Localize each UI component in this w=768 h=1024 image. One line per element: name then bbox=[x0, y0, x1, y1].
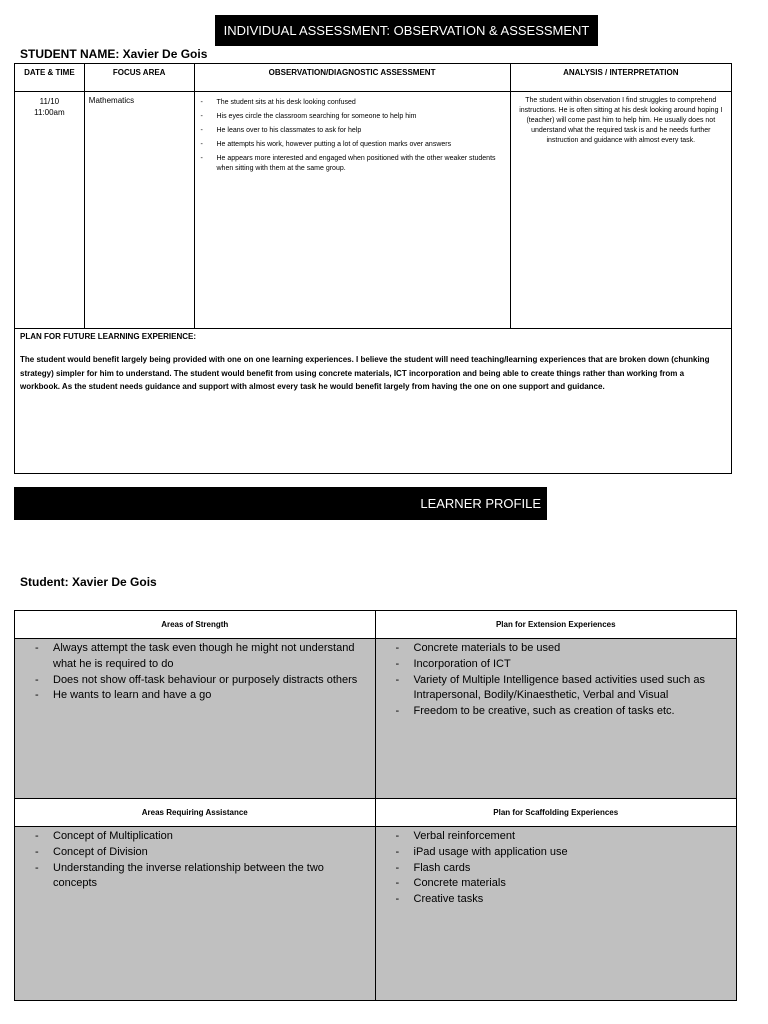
header-focus-area: FOCUS AREA bbox=[85, 64, 195, 91]
learner-profile-banner bbox=[14, 487, 547, 520]
list-item: - Freedom to be creative, such as creation of tasks etc. bbox=[414, 704, 727, 720]
observation-item: - He attempts his work, however putting a lot of question marks over answers bbox=[217, 140, 502, 150]
learner-profile-banner-title: LEARNER PROFILE bbox=[420, 496, 541, 511]
areas-requiring-assistance-list bbox=[15, 827, 375, 892]
list-item: - iPad usage with application use bbox=[414, 845, 727, 861]
header-observation: OBSERVATION/DIAGNOSTIC ASSESSMENT bbox=[195, 64, 511, 91]
learner-profile-row-top bbox=[15, 611, 736, 799]
extension-experiences-body bbox=[376, 639, 737, 799]
observation-item: - The student sits at his desk looking confused bbox=[217, 98, 502, 108]
observation-list bbox=[195, 92, 510, 174]
areas-requiring-assistance-heading: Areas Requiring Assistance bbox=[15, 799, 375, 827]
entry-analysis: The student within observation I find struggles to comprehend instructions. He is often sitting at his desk looking around hoping I (teacher) will come past him to help him. He usually does not understand what the required task is and he needs further instruction and guidance with almost every task. bbox=[519, 97, 723, 144]
extension-experiences-section bbox=[376, 611, 737, 799]
extension-experiences-list bbox=[376, 639, 737, 720]
plan-title: PLAN FOR FUTURE LEARNING EXPERIENCE: bbox=[20, 332, 197, 341]
areas-requiring-assistance-body bbox=[15, 827, 375, 1000]
learner-profile-student: Student: Xavier De Gois bbox=[20, 575, 157, 589]
list-item: - Understanding the inverse relationship between the two concepts bbox=[53, 861, 365, 893]
areas-of-strength-list bbox=[15, 639, 375, 704]
student-name-label: STUDENT NAME: Xavier De Gois bbox=[20, 47, 208, 61]
entry-date: 11/10 bbox=[39, 97, 60, 106]
header-analysis: ANALYSIS / INTERPRETATION bbox=[563, 68, 679, 77]
scaffolding-experiences-body bbox=[376, 827, 737, 1000]
list-item: - He wants to learn and have a go bbox=[53, 688, 365, 704]
entry-focus-area: Mathematics bbox=[85, 92, 195, 328]
list-item: - Concrete materials bbox=[414, 876, 727, 892]
observation-table-header bbox=[15, 64, 731, 92]
list-item: - Verbal reinforcement bbox=[414, 829, 727, 845]
observation-entry-row bbox=[15, 92, 731, 328]
areas-of-strength-heading: Areas of Strength bbox=[15, 611, 375, 639]
list-item: - Concrete materials to be used bbox=[414, 641, 727, 657]
scaffolding-experiences-heading: Plan for Scaffolding Experiences bbox=[376, 799, 737, 827]
list-item: - Flash cards bbox=[414, 861, 727, 877]
plan-text: The student would benefit largely being provided with one on one learning experiences. I believe the student will need teaching/learning experiences that are broken down (chunking strategy) simpler for him to understand. The student would benefit from using concrete materials, ICT incorporation and being able to create things rather than working from a workbook. As the student needs guidance and support with almost every task he would benefit largely from having the one on one support and guidance. bbox=[20, 355, 710, 391]
list-item: - Incorporation of ICT bbox=[414, 657, 727, 673]
list-item: - Always attempt the task even though he might not understand what he is required to do bbox=[53, 641, 365, 673]
entry-time: 11:00am bbox=[34, 108, 65, 117]
extension-experiences-heading: Plan for Extension Experiences bbox=[376, 611, 737, 639]
list-item: - Variety of Multiple Intelligence based activities used such as Intrapersonal, Bodily/Kinaesthetic, Verbal and Visual bbox=[414, 673, 727, 705]
observation-table bbox=[14, 63, 732, 329]
future-learning-plan bbox=[14, 328, 732, 474]
entry-observations-cell bbox=[195, 92, 511, 328]
scaffolding-experiences-section bbox=[376, 799, 737, 1000]
areas-requiring-assistance-section bbox=[15, 799, 376, 1000]
learner-profile-grid bbox=[14, 610, 737, 1001]
areas-of-strength-section bbox=[15, 611, 376, 799]
scaffolding-experiences-list bbox=[376, 827, 737, 908]
entry-date-time-cell bbox=[15, 92, 85, 328]
observation-item: - He leans over to his classmates to ask for help bbox=[217, 126, 502, 136]
observation-item: - His eyes circle the classroom searching for someone to help him bbox=[217, 112, 502, 122]
learner-profile-row-bottom bbox=[15, 799, 736, 1000]
areas-of-strength-body bbox=[15, 639, 375, 799]
header-date-time: DATE & TIME bbox=[15, 64, 85, 91]
list-item: - Creative tasks bbox=[414, 892, 727, 908]
list-item: - Concept of Multiplication bbox=[53, 829, 365, 845]
list-item: - Does not show off-task behaviour or purposely distracts others bbox=[53, 673, 365, 689]
observation-item: - He appears more interested and engaged when positioned with the other weaker students when sitting with them at the same group. bbox=[217, 154, 502, 174]
observation-banner-title: INDIVIDUAL ASSESSMENT: OBSERVATION & ASSESSMENT bbox=[223, 23, 590, 38]
observation-banner bbox=[215, 15, 598, 46]
list-item: - Concept of Division bbox=[53, 845, 365, 861]
